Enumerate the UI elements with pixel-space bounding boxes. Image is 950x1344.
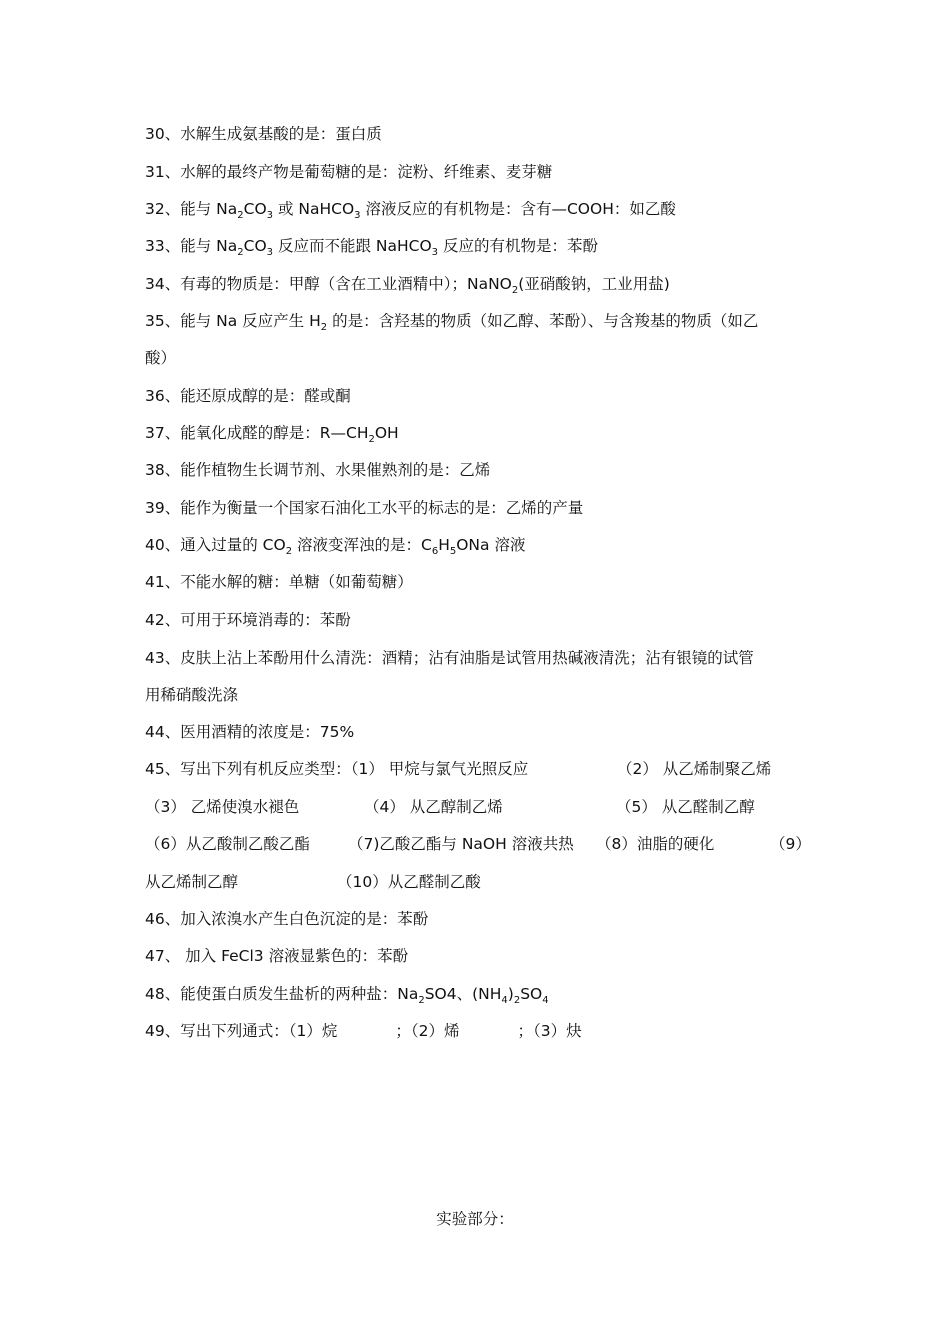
- item-45-option-4: （4） 从乙醇制乙烯: [364, 798, 503, 816]
- item-32: 32、能与 $Na_2CO_3$ 或 NaHCO$_3$ 溶液反应的有机物是：含有—COOH：如乙酸: [145, 200, 676, 221]
- item-36: 36、能还原成醇的是：醛或酮: [145, 387, 351, 405]
- item-44: 44、医用酒精的浓度是：75%: [145, 723, 355, 741]
- item-43-continued: 用稀硝酸洗涤: [145, 686, 239, 704]
- item-30: 30、水解生成氨基酸的是：蛋白质: [145, 125, 382, 143]
- item-34: 34、有毒的物质是：甲醇（含在工业酒精中）；NaNO$_2$(亚硝酸钠，工业用盐): [145, 275, 670, 296]
- item-46: 46、加入浓溴水产生白色沉淀的是：苯酚: [145, 910, 429, 928]
- item-41: 41、不能水解的糖：单糖（如葡萄糖）: [145, 573, 413, 591]
- item-45-option-9: （9）: [770, 835, 811, 853]
- item-45-option-6: （6）从乙酸制乙酸乙酯: [145, 835, 310, 853]
- item-45-option-10: （10）从乙醛制乙酸: [337, 873, 481, 891]
- item-45-option-5: （5） 从乙醛制乙醇: [616, 798, 755, 816]
- item-39: 39、能作为衡量一个国家石油化工水平的标志的是：乙烯的产量: [145, 499, 584, 517]
- item-45-option-3: （3） 乙烯使溴水褪色: [145, 798, 300, 816]
- item-45-option-7: （7)乙酸乙酯与 NaOH 溶液共热: [348, 835, 574, 853]
- item-33: 33、能与 $Na_2CO_3$ 反应而不能跟 NaHCO$_3$ 反应的有机物是：苯酚: [145, 237, 598, 258]
- item-38: 38、能作植物生长调节剂、水果催熟剂的是：乙烯: [145, 461, 491, 479]
- item-45-line-1: 45、写出下列有机反应类型：（1） 甲烷与氯气光照反应: [145, 760, 529, 778]
- item-47: 47、 加入 FeCl3 溶液显紫色的：苯酚: [145, 947, 409, 965]
- item-48: 48、能使蛋白质发生盐析的两种盐：$Na_2SO4$、$(NH_4)_2SO_4$: [145, 985, 549, 1006]
- item-45-option-2: （2） 从乙烯制聚乙烯: [617, 760, 772, 778]
- item-35-continued: 酸）: [145, 349, 177, 367]
- item-45-option-9-text: 从乙烯制乙醇: [145, 873, 239, 891]
- item-40: 40、通入过量的 $CO_2$ 溶液变浑浊的是：$C_6H_5ONa$ 溶液: [145, 536, 526, 557]
- item-35: 35、能与 Na 反应产生 $H_2$ 的是：含羟基的物质（如乙醇、苯酚）、与含羧基的物质（如乙: [145, 312, 759, 333]
- item-37: 37、能氧化成醛的醇是：$R—CH_2OH$: [145, 424, 399, 445]
- section-heading-experiment: 实验部分：: [436, 1210, 514, 1228]
- item-31: 31、水解的最终产物是葡萄糖的是：淀粉、纤维素、麦芽糖: [145, 163, 553, 181]
- item-42: 42、可用于环境消毒的：苯酚: [145, 611, 351, 629]
- item-43: 43、皮肤上沾上苯酚用什么清洗：酒精；沾有油脂是试管用热碱液清洗；沾有银镜的试管: [145, 649, 754, 667]
- item-49: 49、写出下列通式：（1）烷 ；（2）烯 ；（3）炔: [145, 1022, 582, 1040]
- item-45-option-8: （8）油脂的硬化: [596, 835, 715, 853]
